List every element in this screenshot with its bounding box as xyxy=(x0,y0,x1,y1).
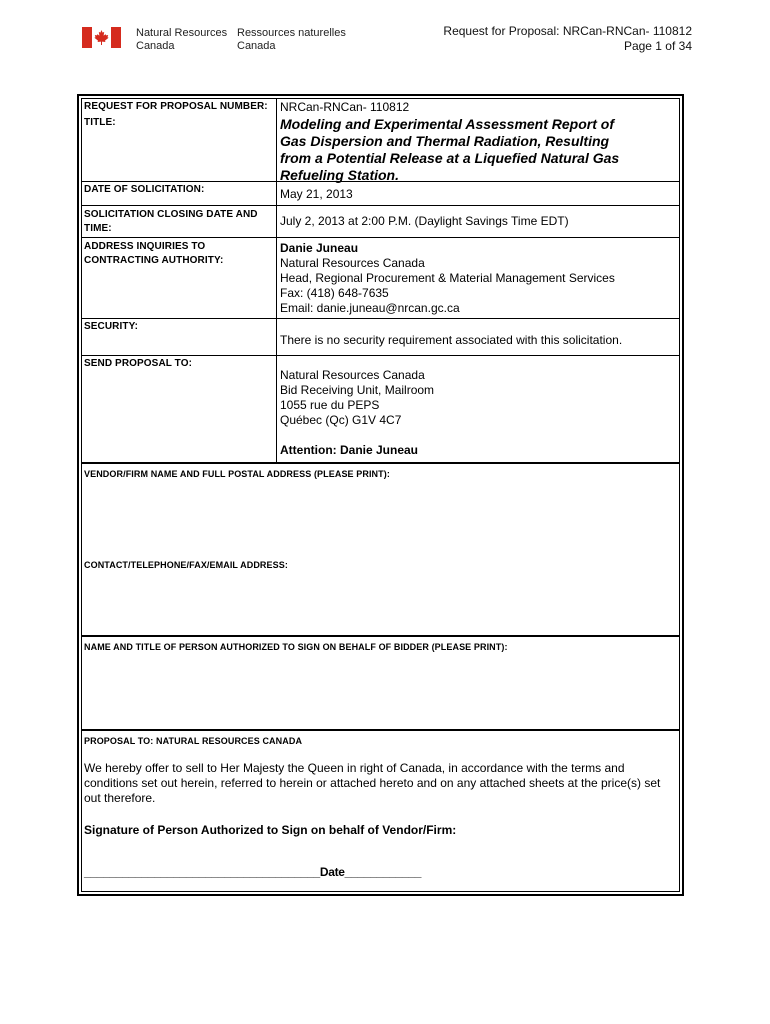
send-proposal-label: SEND PROPOSAL TO: xyxy=(84,358,193,369)
send-proposal-address: Natural Resources Canada Bid Receiving Unit, Mailroom 1055 rue du PEPS Québec (Qc) G1V 4C7 Attention: Danie Juneau xyxy=(280,368,435,457)
fax-number: Fax: (418) 648-7635 xyxy=(280,286,389,300)
offer-text: We hereby offer to sell to Her Majesty the Queen in right of Canada, in accordance with the terms and conditions set out herein, referred to herein or attached hereto and on any attached sheets at the price(s) set out therefore. xyxy=(84,761,661,805)
rfp-number-value: NRCan-RNCan- 110812 xyxy=(280,100,410,114)
email-address: Email: danie.juneau@nrcan.gc.ca xyxy=(280,301,460,315)
inquiries-label: ADDRESS INQUIRIES TO CONTRACTING AUTHORITY: xyxy=(84,241,224,266)
department-name-french: Ressources naturelles Canada xyxy=(237,27,346,52)
rfp-reference-header xyxy=(443,24,692,54)
proposal-to-label: PROPOSAL TO: NATURAL RESOURCES CANADA xyxy=(84,736,303,746)
proposal-section xyxy=(82,729,679,897)
signature-label: Signature of Person Authorized to Sign on behalf of Vendor/Firm: xyxy=(84,823,457,837)
vendor-section xyxy=(82,462,679,635)
security-label: SECURITY: xyxy=(84,321,139,332)
page-header xyxy=(0,0,770,70)
security-value: There is no security requirement associated with this solicitation. xyxy=(280,333,623,347)
authorized-person-section xyxy=(82,635,679,729)
attention-line: Attention: Danie Juneau xyxy=(280,443,419,457)
vendor-name-label: VENDOR/FIRM NAME AND FULL POSTAL ADDRESS (PLEASE PRINT): xyxy=(84,469,390,479)
rfp-title: Modeling and Experimental Assessment Report of Gas Dispersion and Thermal Radiation, Resulting from a Potential Release at a Liquefied Natural Gas Refueling Station. xyxy=(280,116,620,183)
page-number: Page 1 of 34 xyxy=(623,39,692,53)
canada-flag-icon xyxy=(82,27,121,48)
contracting-authority: Danie Juneau Natural Resources Canada Head, Regional Procurement & Material Management Services Fax: (418) 648-7635 Email: danie.juneau@nrcan.gc.ca xyxy=(280,241,615,315)
rfp-cover-form xyxy=(77,94,684,896)
signature-date-line: _____________________________________Date____________ xyxy=(84,865,422,879)
rfp-number-label: REQUEST FOR PROPOSAL NUMBER: xyxy=(84,101,268,112)
closing-date-value: July 2, 2013 at 2:00 P.M. (Daylight Savings Time EDT) xyxy=(280,214,569,228)
date-of-solicitation-label: DATE OF SOLICITATION: xyxy=(84,184,205,195)
contact-name: Danie Juneau xyxy=(280,241,359,255)
closing-date-label: SOLICITATION CLOSING DATE AND TIME: xyxy=(84,209,258,234)
title-label: TITLE: xyxy=(84,117,116,128)
rfp-reference: Request for Proposal: NRCan-RNCan- 110812 xyxy=(443,24,692,38)
contact-info-label: CONTACT/TELEPHONE/FAX/EMAIL ADDRESS: xyxy=(84,560,288,570)
date-of-solicitation-value: May 21, 2013 xyxy=(280,187,353,201)
authorized-person-label: NAME AND TITLE OF PERSON AUTHORIZED TO SIGN ON BEHALF OF BIDDER (PLEASE PRINT): xyxy=(84,642,508,652)
department-name-english: Natural Resources Canada xyxy=(136,27,228,52)
